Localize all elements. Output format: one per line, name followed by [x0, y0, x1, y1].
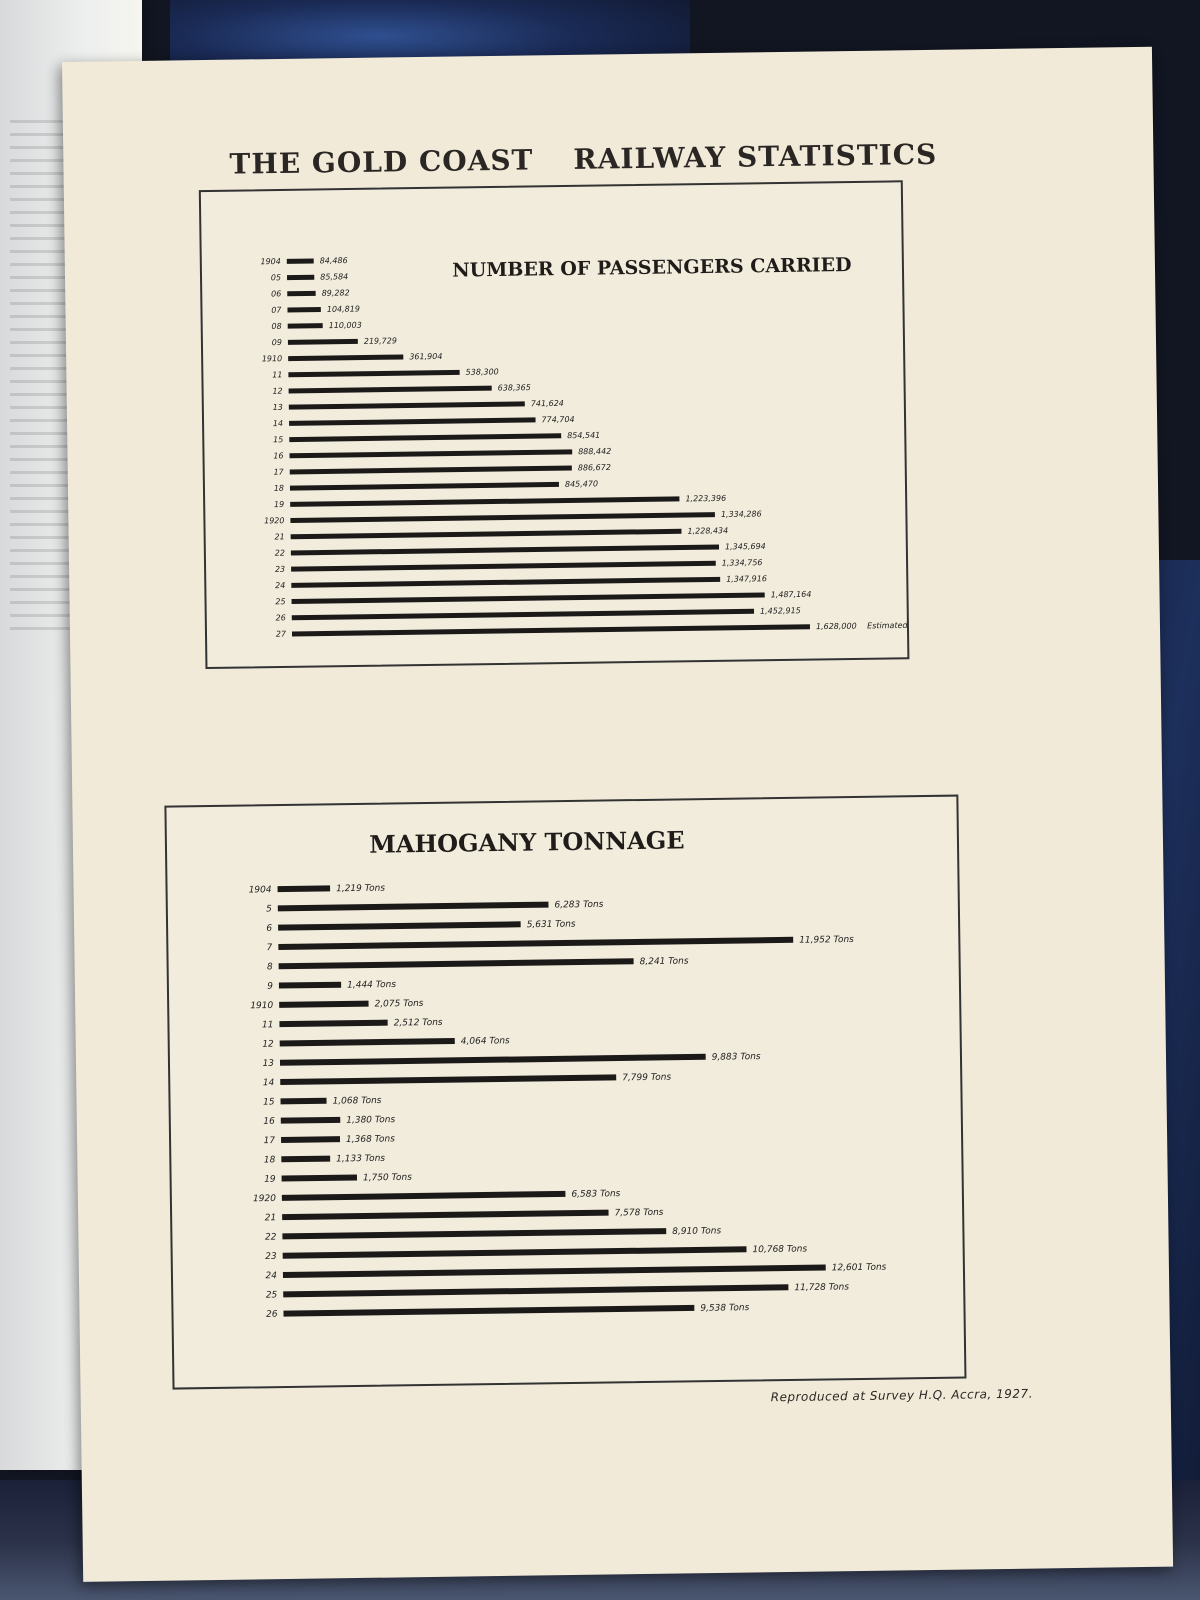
tick-label: 5	[266, 904, 272, 915]
data-label: 12,601 Tons	[831, 1262, 887, 1274]
data-label: 1,380 Tons	[346, 1115, 396, 1126]
bar	[287, 307, 320, 312]
tick-label: 12	[262, 1039, 274, 1050]
data-label: 361,904	[409, 351, 443, 362]
bar	[279, 958, 634, 969]
bar	[283, 1305, 694, 1317]
bar	[292, 624, 810, 636]
data-label: 2,512 Tons	[393, 1017, 443, 1029]
bar	[281, 1136, 340, 1143]
page-title-main: THE GOLD COAST	[229, 143, 534, 181]
bar	[290, 466, 572, 475]
page-title	[63, 135, 1103, 183]
tick-label: 12	[272, 386, 283, 396]
data-label: 845,470	[564, 479, 599, 489]
tick-label: 1910	[250, 1000, 274, 1012]
bar	[278, 921, 521, 930]
tick-label: 1904	[260, 256, 281, 267]
tick-label: 05	[270, 273, 282, 283]
data-label: 11,952 Tons	[799, 934, 854, 946]
bar	[280, 1038, 455, 1046]
bar	[280, 1098, 326, 1105]
page-title-sub: RAILWAY STATISTICS	[573, 137, 938, 176]
bar	[287, 291, 315, 296]
bar	[290, 512, 715, 523]
bar	[292, 609, 754, 620]
tick-label: 22	[264, 1232, 277, 1243]
bar	[289, 401, 525, 409]
bar	[289, 417, 536, 425]
bar	[287, 259, 314, 264]
data-label: 85,584	[320, 272, 349, 282]
data-label: 854,541	[567, 430, 601, 441]
data-label: 9,883 Tons	[711, 1052, 761, 1063]
bar	[280, 1074, 616, 1085]
tick-label: 15	[273, 435, 284, 445]
bar	[280, 1054, 706, 1066]
bar	[291, 561, 716, 572]
data-label: 1,068 Tons	[332, 1095, 382, 1107]
bar	[289, 433, 561, 442]
data-label: 1,223,396	[685, 493, 727, 504]
bar	[283, 1246, 747, 1258]
tick-label: 26	[265, 1309, 278, 1320]
bar	[291, 577, 720, 588]
bar	[282, 1174, 357, 1181]
bar	[279, 1020, 387, 1028]
data-label: 84,486	[319, 256, 348, 266]
tick-label: 1910	[261, 354, 283, 364]
passengers-chart-svg	[201, 182, 908, 667]
data-label: 1,347,916	[726, 574, 767, 584]
tick-label: 19	[273, 499, 285, 510]
tick-label: 16	[263, 1116, 275, 1127]
bar	[281, 1117, 341, 1124]
tick-label: 06	[271, 289, 282, 299]
data-label: 538,300	[465, 367, 499, 377]
data-label: 638,365	[497, 383, 531, 393]
tick-label: 17	[263, 1136, 276, 1147]
data-label: 1,228,434	[687, 526, 729, 536]
bar	[278, 885, 331, 892]
data-label: 219,729	[363, 336, 397, 346]
tick-label: 7	[266, 943, 273, 954]
tick-label: 22	[274, 548, 285, 558]
data-label: 888,442	[578, 446, 612, 457]
tick-label: 21	[264, 1213, 277, 1224]
passengers-chart	[199, 180, 910, 669]
tick-label: 9	[267, 981, 274, 992]
data-label: 1,452,915	[759, 606, 801, 616]
data-label: 774,704	[541, 414, 575, 425]
bar	[287, 275, 314, 280]
tick-label: 18	[263, 1155, 276, 1166]
tick-label: 24	[265, 1271, 278, 1282]
data-label: 1,334,756	[721, 558, 763, 568]
tick-label: 16	[273, 451, 284, 461]
data-label: 1,628,000	[815, 621, 857, 632]
data-label: 1,487,164	[770, 589, 812, 600]
book-page	[62, 47, 1173, 1582]
bar	[278, 902, 549, 912]
data-label: 2,075 Tons	[374, 998, 424, 1010]
bar	[290, 482, 559, 491]
bar	[288, 370, 459, 377]
data-label: 1,334,286	[720, 509, 762, 520]
estimated-annotation: Estimated	[867, 620, 908, 631]
tick-label: 07	[271, 305, 282, 315]
data-label: 1,444 Tons	[347, 979, 397, 991]
data-label: 5,631 Tons	[526, 919, 576, 931]
bar	[282, 1191, 566, 1201]
bar	[283, 1284, 788, 1297]
bar	[279, 1001, 368, 1008]
bar	[278, 937, 793, 950]
chart-title: NUMBER OF PASSENGERS CARRIED	[452, 253, 852, 282]
data-label: 110,003	[328, 320, 362, 331]
tick-label: 08	[271, 321, 282, 331]
data-label: 1,368 Tons	[345, 1134, 395, 1146]
bar	[290, 496, 679, 506]
bar	[291, 544, 719, 555]
data-label: 741,624	[530, 398, 564, 409]
bar	[292, 592, 765, 604]
bar	[282, 1228, 666, 1239]
mahogany-chart	[164, 795, 966, 1390]
bar	[289, 449, 572, 458]
tick-label: 13	[272, 402, 283, 412]
tick-label: 11	[272, 370, 283, 380]
bar	[283, 1264, 826, 1278]
tick-label: 26	[275, 613, 286, 623]
tick-label: 1904	[248, 885, 272, 896]
tick-label: 13	[262, 1058, 275, 1069]
tick-label: 15	[263, 1097, 275, 1108]
data-label: 6,283 Tons	[554, 899, 604, 911]
tick-label: 1920	[252, 1193, 276, 1205]
data-label: 1,219 Tons	[336, 883, 386, 895]
data-label: 7,578 Tons	[614, 1207, 664, 1219]
tick-label: 25	[275, 597, 286, 607]
mahogany-chart-svg	[166, 797, 964, 1388]
bar	[288, 339, 358, 345]
data-label: 1,133 Tons	[336, 1153, 386, 1165]
data-label: 10,768 Tons	[752, 1244, 808, 1256]
tick-label: 14	[272, 418, 284, 429]
data-label: 8,241 Tons	[639, 956, 689, 968]
bar	[289, 386, 492, 394]
tick-label: 6	[266, 923, 273, 934]
bar	[282, 1210, 608, 1221]
bar	[291, 529, 682, 539]
tick-label: 17	[273, 467, 284, 477]
tick-label: 18	[273, 483, 285, 493]
data-label: 6,583 Tons	[571, 1189, 621, 1200]
data-label: 104,819	[326, 304, 360, 314]
bar	[288, 323, 323, 328]
data-label: 11,728 Tons	[794, 1282, 850, 1294]
tick-label: 8	[266, 962, 273, 973]
tick-label: 1920	[264, 516, 285, 526]
data-label: 1,750 Tons	[362, 1172, 412, 1184]
data-label: 886,672	[577, 462, 611, 473]
tick-label: 21	[274, 532, 285, 542]
credit-note: Reproduced at Survey H.Q. Accra, 1927.	[770, 1386, 1034, 1405]
data-label: 89,282	[321, 288, 350, 298]
tick-label: 25	[265, 1290, 278, 1301]
tick-label: 14	[262, 1078, 275, 1089]
data-label: 7,799 Tons	[622, 1072, 672, 1084]
data-label: 1,345,694	[724, 541, 766, 552]
bar	[288, 354, 403, 361]
tick-label: 24	[275, 580, 286, 591]
data-label: 8,910 Tons	[672, 1226, 722, 1237]
tick-label: 11	[261, 1020, 274, 1031]
tick-label: 19	[264, 1174, 276, 1185]
data-label: 4,064 Tons	[460, 1036, 510, 1047]
tick-label: 09	[271, 337, 283, 348]
chart-title: MAHOGANY TONNAGE	[369, 825, 685, 859]
bar	[279, 982, 341, 989]
tick-label: 23	[265, 1251, 277, 1262]
data-label: 9,538 Tons	[700, 1303, 750, 1314]
tick-label: 23	[274, 564, 286, 574]
bar	[281, 1156, 330, 1163]
tick-label: 27	[275, 629, 287, 639]
